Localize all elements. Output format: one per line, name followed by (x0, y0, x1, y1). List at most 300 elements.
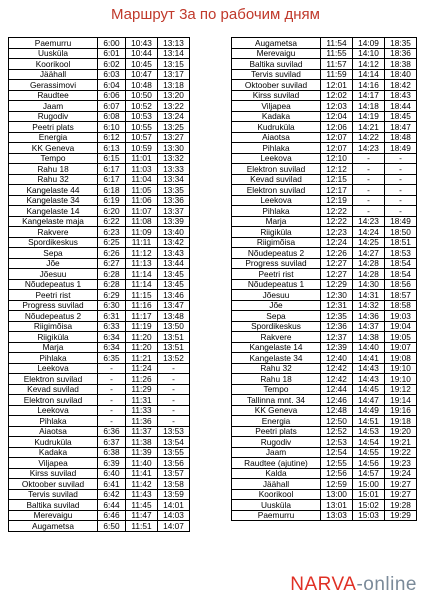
schedule-row (9, 59, 190, 70)
stop-name-cell: Peetri plats (232, 426, 321, 437)
schedule-row (9, 374, 190, 385)
departure-time-cell: 13:34 (158, 174, 190, 185)
stop-name-cell: Spordikeskus (9, 237, 98, 248)
departure-time-cell: 6:04 (98, 80, 126, 91)
departure-time-cell: 11:19 (126, 321, 158, 332)
departure-time-cell: 19:20 (385, 426, 417, 437)
departure-time-cell: 10:50 (126, 90, 158, 101)
stop-name-cell: Rugodiv (9, 111, 98, 122)
stop-name-cell: Leekova (232, 153, 321, 164)
schedule-row (232, 227, 417, 238)
departure-time-cell: 15:01 (353, 489, 385, 500)
departure-time-cell: 12:42 (321, 374, 353, 385)
departure-time-cell: 11:07 (126, 206, 158, 217)
schedule-row (232, 122, 417, 133)
stop-name-cell: Jaam (232, 447, 321, 458)
departure-time-cell: 10:52 (126, 101, 158, 112)
stop-name-cell: Rakvere (9, 227, 98, 238)
schedule-row (232, 248, 417, 259)
departure-time-cell: 10:45 (126, 59, 158, 70)
departure-time-cell: 18:51 (385, 237, 417, 248)
departure-time-cell: 6:44 (98, 500, 126, 511)
departure-time-cell: 13:25 (158, 122, 190, 133)
stop-name-cell: Augametsa (232, 38, 321, 49)
departure-time-cell: 14:03 (158, 510, 190, 521)
schedule-row (232, 489, 417, 500)
departure-time-cell: 13:48 (158, 311, 190, 322)
stop-name-cell: Rahu 32 (9, 174, 98, 185)
departure-time-cell: 12:37 (321, 332, 353, 343)
schedule-row (9, 321, 190, 332)
departure-time-cell: 11:20 (126, 332, 158, 343)
schedule-row (232, 216, 417, 227)
departure-time-cell: 14:23 (353, 216, 385, 227)
schedule-row (232, 374, 417, 385)
departure-time-cell: 19:29 (385, 510, 417, 521)
departure-time-cell: 6:50 (98, 521, 126, 532)
schedule-row (232, 143, 417, 154)
schedule-row (9, 132, 190, 143)
stop-name-cell: Tallinna mnt. 34 (232, 395, 321, 406)
departure-time-cell: 6:25 (98, 237, 126, 248)
schedule-row (232, 174, 417, 185)
schedule-row (9, 405, 190, 416)
departure-time-cell: 10:57 (126, 132, 158, 143)
departure-time-cell: 13:59 (158, 489, 190, 500)
departure-time-cell: 19:27 (385, 479, 417, 490)
stop-name-cell: Viljapea (9, 458, 98, 469)
departure-time-cell: 11:14 (126, 269, 158, 280)
departure-time-cell: 14:12 (353, 59, 385, 70)
departure-time-cell: - (353, 174, 385, 185)
departure-time-cell: 11:26 (126, 374, 158, 385)
schedule-row (9, 80, 190, 91)
departure-time-cell: 13:30 (158, 143, 190, 154)
page-title: Маршрут 3а по рабочим дням (110, 6, 320, 23)
departure-time-cell: 14:31 (353, 290, 385, 301)
departure-time-cell: 12:40 (321, 353, 353, 364)
departure-time-cell: 12:55 (321, 458, 353, 469)
stop-name-cell: Uusküla (9, 48, 98, 59)
schedule-row (9, 174, 190, 185)
stop-name-cell: Peetri rist (232, 269, 321, 280)
departure-time-cell: 6:20 (98, 206, 126, 217)
departure-time-cell: 6:26 (98, 248, 126, 259)
schedule-row (232, 500, 417, 511)
schedule-row (9, 395, 190, 406)
stop-name-cell: Raudtee (9, 90, 98, 101)
departure-time-cell: 19:24 (385, 468, 417, 479)
schedule-row (9, 384, 190, 395)
departure-time-cell: 12:27 (321, 269, 353, 280)
departure-time-cell: 11:20 (126, 342, 158, 353)
departure-time-cell: 14:18 (353, 101, 385, 112)
schedule-row (232, 426, 417, 437)
schedule-row (232, 48, 417, 59)
departure-time-cell: 13:37 (158, 206, 190, 217)
departure-time-cell: 6:40 (98, 468, 126, 479)
departure-time-cell: 14:30 (353, 279, 385, 290)
departure-time-cell: 14:55 (353, 447, 385, 458)
departure-time-cell: 19:04 (385, 321, 417, 332)
departure-time-cell: 13:51 (158, 332, 190, 343)
schedule-row (9, 216, 190, 227)
schedule-row (232, 153, 417, 164)
departure-time-cell: 6:46 (98, 510, 126, 521)
departure-time-cell: 11:17 (126, 311, 158, 322)
stop-name-cell: Elektron suvilad (9, 374, 98, 385)
stop-name-cell: Koorikool (9, 59, 98, 70)
schedule-row (232, 69, 417, 80)
departure-time-cell: 19:21 (385, 437, 417, 448)
stop-name-cell: Jõe (232, 300, 321, 311)
departure-time-cell: - (353, 206, 385, 217)
stop-name-cell: Pihlaka (9, 416, 98, 427)
departure-time-cell: 13:20 (158, 90, 190, 101)
departure-time-cell: 13:43 (158, 248, 190, 259)
departure-time-cell: 12:48 (321, 405, 353, 416)
departure-time-cell: 6:31 (98, 311, 126, 322)
schedule-row (232, 290, 417, 301)
departure-time-cell: 13:53 (158, 426, 190, 437)
departure-time-cell: 13:39 (158, 216, 190, 227)
departure-time-cell: 11:57 (321, 59, 353, 70)
stop-name-cell: Marja (9, 342, 98, 353)
schedule-row (232, 458, 417, 469)
stop-name-cell: Nõudepeatus 1 (9, 279, 98, 290)
departure-time-cell: 12:53 (321, 437, 353, 448)
stop-name-cell: Rahu 18 (9, 164, 98, 175)
schedule-row (232, 332, 417, 343)
stop-name-cell: Kangelaste 14 (232, 342, 321, 353)
departure-time-cell: 12:27 (321, 258, 353, 269)
departure-time-cell: 6:27 (98, 258, 126, 269)
departure-time-cell: 6:42 (98, 489, 126, 500)
schedule-row (232, 437, 417, 448)
stop-name-cell: Nõudepeatus 2 (232, 248, 321, 259)
departure-time-cell: - (158, 405, 190, 416)
departure-time-cell: 11:37 (126, 426, 158, 437)
stop-name-cell: Kevad suvilad (9, 384, 98, 395)
departure-time-cell: 13:42 (158, 237, 190, 248)
departure-time-cell: 11:33 (126, 405, 158, 416)
stop-name-cell: Aiaotsa (9, 426, 98, 437)
departure-time-cell: 6:13 (98, 143, 126, 154)
departure-time-cell: 13:51 (158, 342, 190, 353)
departure-time-cell: 11:06 (126, 195, 158, 206)
schedule-row (232, 311, 417, 322)
departure-time-cell: 11:42 (126, 479, 158, 490)
departure-time-cell: 6:17 (98, 164, 126, 175)
stop-name-cell: Raudtee (ajutine) (232, 458, 321, 469)
departure-time-cell: 12:44 (321, 384, 353, 395)
stop-name-cell: Riigimõisa (9, 321, 98, 332)
schedule-row (232, 279, 417, 290)
departure-time-cell: 13:27 (158, 132, 190, 143)
departure-time-cell: 11:47 (126, 510, 158, 521)
schedule-row (9, 468, 190, 479)
departure-time-cell: 12:26 (321, 248, 353, 259)
stop-name-cell: KK Geneva (9, 143, 98, 154)
departure-time-cell: 19:16 (385, 405, 417, 416)
departure-time-cell: 14:28 (353, 258, 385, 269)
departure-time-cell: 12:56 (321, 468, 353, 479)
departure-time-cell: 12:31 (321, 300, 353, 311)
departure-time-cell: 6:08 (98, 111, 126, 122)
departure-time-cell: 13:52 (158, 353, 190, 364)
schedule-row (9, 269, 190, 280)
departure-time-cell: 14:36 (353, 311, 385, 322)
schedule-row (232, 101, 417, 112)
departure-time-cell: 6:23 (98, 227, 126, 238)
stop-name-cell: Tempo (232, 384, 321, 395)
schedule-row (9, 227, 190, 238)
departure-time-cell: 14:56 (353, 458, 385, 469)
stop-name-cell: Jäähall (232, 479, 321, 490)
stop-name-cell: Sepa (232, 311, 321, 322)
stop-name-cell: Jäähall (9, 69, 98, 80)
departure-time-cell: 18:43 (385, 90, 417, 101)
stop-name-cell: Augametsa (9, 521, 98, 532)
stop-name-cell: Kudruküla (232, 122, 321, 133)
departure-time-cell: 13:14 (158, 48, 190, 59)
departure-time-cell: 14:07 (158, 521, 190, 532)
departure-time-cell: 13:55 (158, 447, 190, 458)
departure-time-cell: 11:21 (126, 353, 158, 364)
stop-name-cell: Nõudepeatus 1 (232, 279, 321, 290)
departure-time-cell: 6:02 (98, 59, 126, 70)
schedule-row (232, 363, 417, 374)
schedule-row (9, 300, 190, 311)
departure-time-cell: 10:59 (126, 143, 158, 154)
departure-time-cell: - (98, 374, 126, 385)
departure-time-cell: 18:42 (385, 80, 417, 91)
departure-time-cell: 11:45 (126, 500, 158, 511)
departure-time-cell: 11:09 (126, 227, 158, 238)
departure-time-cell: 6:39 (98, 458, 126, 469)
stop-name-cell: Kirss suvilad (9, 468, 98, 479)
departure-time-cell: 11:36 (126, 416, 158, 427)
stop-name-cell: Kangelaste maja (9, 216, 98, 227)
schedule-row (9, 447, 190, 458)
departure-time-cell: 10:43 (126, 38, 158, 49)
schedule-row (9, 437, 190, 448)
departure-time-cell: 14:24 (353, 227, 385, 238)
schedule-row (232, 395, 417, 406)
departure-time-cell: 11:55 (321, 48, 353, 59)
departure-time-cell: 13:33 (158, 164, 190, 175)
departure-time-cell: 14:21 (353, 122, 385, 133)
stop-name-cell: Riigiküla (9, 332, 98, 343)
departure-time-cell: 13:00 (321, 489, 353, 500)
schedule-row (9, 342, 190, 353)
departure-time-cell: 6:28 (98, 279, 126, 290)
departure-time-cell: 13:57 (158, 468, 190, 479)
departure-time-cell: 13:18 (158, 80, 190, 91)
schedule-row (9, 489, 190, 500)
schedule-table-right (231, 37, 417, 521)
departure-time-cell: 14:32 (353, 300, 385, 311)
schedule-row (9, 90, 190, 101)
departure-time-cell: 6:03 (98, 69, 126, 80)
schedule-row (232, 342, 417, 353)
departure-time-cell: 11:24 (126, 363, 158, 374)
departure-time-cell: 12:02 (321, 90, 353, 101)
schedule-row (9, 363, 190, 374)
schedule-row (232, 90, 417, 101)
schedule-row (9, 353, 190, 364)
departure-time-cell: 6:37 (98, 437, 126, 448)
schedule-row (9, 426, 190, 437)
departure-time-cell: 14:01 (158, 500, 190, 511)
departure-time-cell: 15:02 (353, 500, 385, 511)
departure-time-cell: 13:03 (321, 510, 353, 521)
logo-part-narva: NARVA (290, 574, 357, 595)
stop-name-cell: Leekova (232, 195, 321, 206)
departure-time-cell: - (98, 395, 126, 406)
stop-name-cell: Kangelaste 44 (9, 185, 98, 196)
departure-time-cell: 18:40 (385, 69, 417, 80)
stop-name-cell: Energia (9, 132, 98, 143)
logo-part-online: online (363, 574, 417, 595)
departure-time-cell: - (353, 153, 385, 164)
stop-name-cell: Pihlaka (9, 353, 98, 364)
departure-time-cell: - (353, 195, 385, 206)
departure-time-cell: 19:18 (385, 416, 417, 427)
departure-time-cell: 14:17 (353, 90, 385, 101)
departure-time-cell: 18:49 (385, 143, 417, 154)
departure-time-cell: 10:47 (126, 69, 158, 80)
departure-time-cell: 19:05 (385, 332, 417, 343)
departure-time-cell: 10:55 (126, 122, 158, 133)
departure-time-cell: 14:57 (353, 468, 385, 479)
departure-time-cell: - (98, 363, 126, 374)
departure-time-cell: 12:52 (321, 426, 353, 437)
departure-time-cell: 18:49 (385, 216, 417, 227)
schedule-row (232, 59, 417, 70)
departure-time-cell: 14:51 (353, 416, 385, 427)
schedule-row (232, 258, 417, 269)
departure-time-cell: 13:24 (158, 111, 190, 122)
departure-time-cell: 11:11 (126, 237, 158, 248)
stop-name-cell: Rugodiv (232, 437, 321, 448)
stop-name-cell: Kudruküla (9, 437, 98, 448)
departure-time-cell: 14:10 (353, 48, 385, 59)
departure-time-cell: 13:54 (158, 437, 190, 448)
departure-time-cell: 14:40 (353, 342, 385, 353)
departure-time-cell: 12:15 (321, 174, 353, 185)
stop-name-cell: Kangelaste 34 (232, 353, 321, 364)
departure-time-cell: 14:27 (353, 248, 385, 259)
departure-time-cell: 18:58 (385, 300, 417, 311)
schedule-row (232, 416, 417, 427)
stop-name-cell: Baltika suvilad (9, 500, 98, 511)
departure-time-cell: 11:40 (126, 458, 158, 469)
schedule-row (9, 521, 190, 532)
schedule-row (232, 384, 417, 395)
stop-name-cell: Pihlaka (232, 143, 321, 154)
stop-name-cell: Rahu 18 (232, 374, 321, 385)
schedule-row (9, 458, 190, 469)
stop-name-cell: Baltika suvilad (232, 59, 321, 70)
schedule-row (232, 185, 417, 196)
departure-time-cell: 11:39 (126, 447, 158, 458)
departure-time-cell: 11:04 (126, 174, 158, 185)
departure-time-cell: - (158, 363, 190, 374)
departure-time-cell: 11:31 (126, 395, 158, 406)
stop-name-cell: Jaam (9, 101, 98, 112)
stop-name-cell: Elektron suvilad (232, 164, 321, 175)
departure-time-cell: 10:48 (126, 80, 158, 91)
departure-time-cell: 13:58 (158, 479, 190, 490)
departure-time-cell: 6:00 (98, 38, 126, 49)
departure-time-cell: 12:07 (321, 143, 353, 154)
departure-time-cell: 13:22 (158, 101, 190, 112)
departure-time-cell: 12:50 (321, 416, 353, 427)
schedule-row (9, 237, 190, 248)
departure-time-cell: 6:41 (98, 479, 126, 490)
departure-time-cell: 12:22 (321, 206, 353, 217)
departure-time-cell: 12:17 (321, 185, 353, 196)
departure-time-cell: - (385, 185, 417, 196)
departure-time-cell: 18:47 (385, 122, 417, 133)
stop-name-cell: Progress suvilad (9, 300, 98, 311)
stop-name-cell: Tervis suvilad (232, 69, 321, 80)
stop-name-cell: Tempo (9, 153, 98, 164)
departure-time-cell: 19:12 (385, 384, 417, 395)
departure-time-cell: 12:46 (321, 395, 353, 406)
departure-time-cell: 12:23 (321, 227, 353, 238)
stop-name-cell: Rahu 32 (232, 363, 321, 374)
departure-time-cell: 19:07 (385, 342, 417, 353)
schedule-row (9, 69, 190, 80)
schedule-row (9, 195, 190, 206)
departure-time-cell: 18:38 (385, 59, 417, 70)
departure-time-cell: 14:28 (353, 269, 385, 280)
stop-name-cell: Viljapea (232, 101, 321, 112)
departure-time-cell: 14:37 (353, 321, 385, 332)
departure-time-cell: 6:22 (98, 216, 126, 227)
departure-time-cell: 13:01 (321, 500, 353, 511)
departure-time-cell: - (98, 384, 126, 395)
departure-time-cell: 12:10 (321, 153, 353, 164)
schedule-row (232, 38, 417, 49)
schedule-row (232, 269, 417, 280)
stop-name-cell: Tervis suvilad (9, 489, 98, 500)
schedule-row (232, 321, 417, 332)
departure-time-cell: 10:44 (126, 48, 158, 59)
schedule-row (9, 38, 190, 49)
stop-name-cell: Kevad suvilad (232, 174, 321, 185)
logo-part-dash: - (356, 574, 364, 595)
departure-time-cell: 13:40 (158, 227, 190, 238)
departure-time-cell: 18:54 (385, 269, 417, 280)
departure-time-cell: 14:43 (353, 374, 385, 385)
stop-name-cell: Kadaka (9, 447, 98, 458)
departure-time-cell: 18:57 (385, 290, 417, 301)
departure-time-cell: 13:47 (158, 300, 190, 311)
departure-time-cell: 13:50 (158, 321, 190, 332)
stop-name-cell: Merevaigu (9, 510, 98, 521)
departure-time-cell: - (158, 416, 190, 427)
departure-time-cell: 12:12 (321, 164, 353, 175)
stop-name-cell: Rakvere (232, 332, 321, 343)
stop-name-cell: Gerassimovi (9, 80, 98, 91)
departure-time-cell: 15:03 (353, 510, 385, 521)
departure-time-cell: 14:45 (353, 384, 385, 395)
schedule-row (9, 153, 190, 164)
departure-time-cell: 19:23 (385, 458, 417, 469)
